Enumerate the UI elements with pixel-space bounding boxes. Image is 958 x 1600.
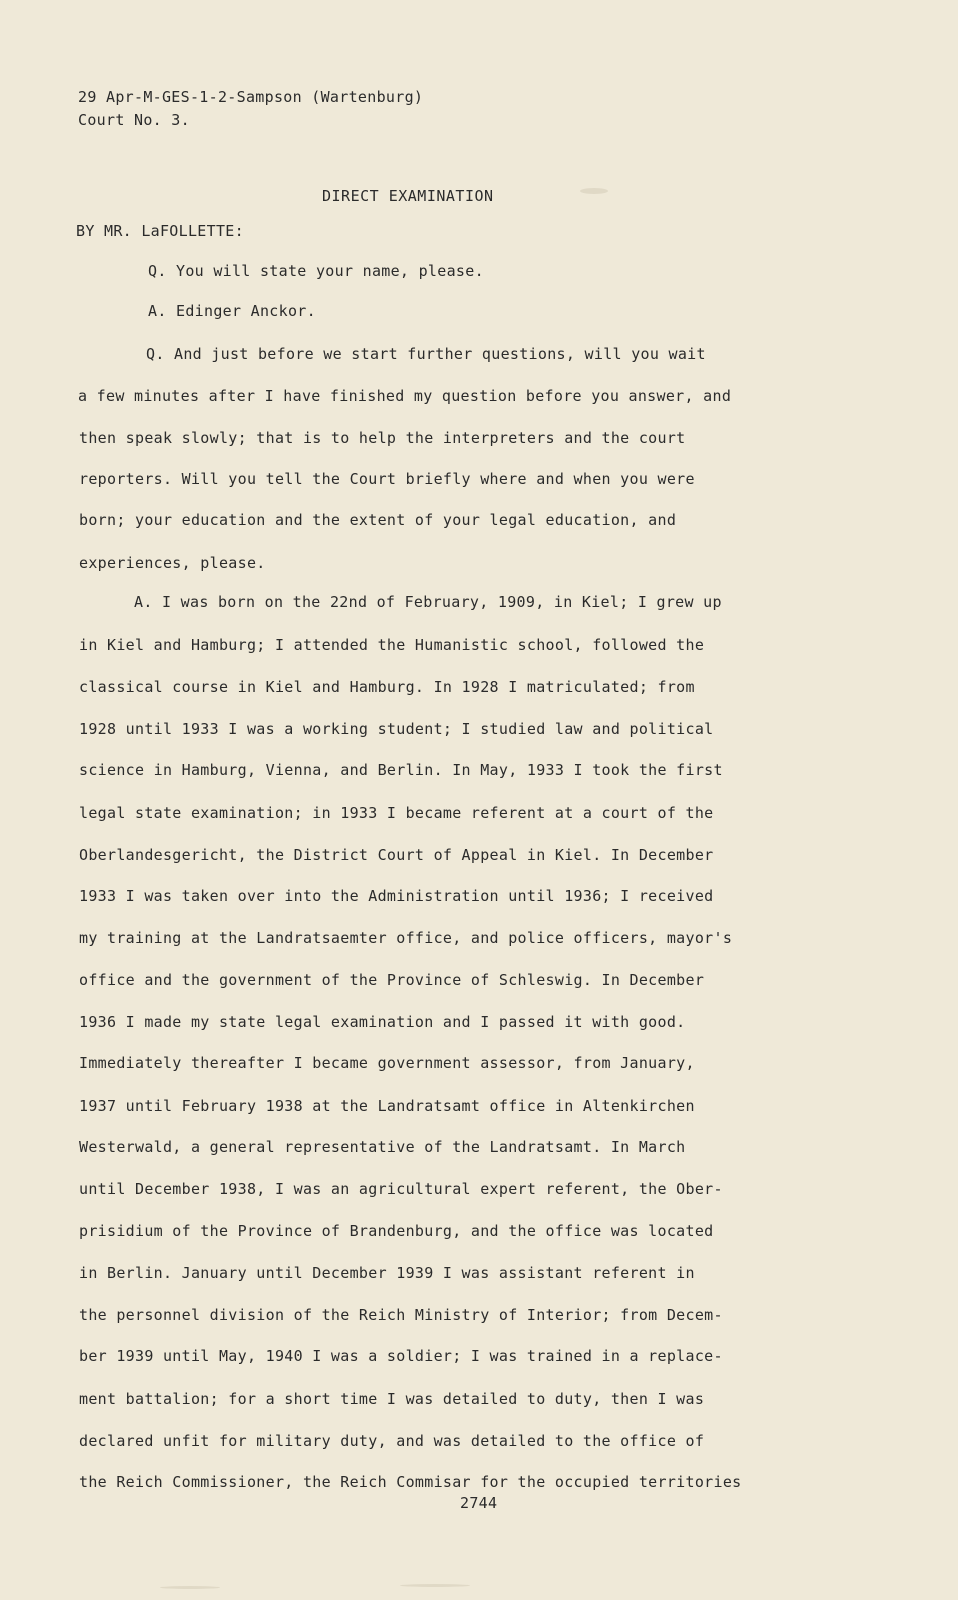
question-2-line: experiences, please. — [79, 554, 266, 572]
scan-smudge — [400, 1584, 470, 1587]
section-heading: DIRECT EXAMINATION — [322, 187, 494, 205]
answer-2-line: Immediately thereafter I became government assessor, from January, — [79, 1054, 695, 1072]
question-2-line: born; your education and the extent of your legal education, and — [79, 511, 677, 529]
examiner-line: BY MR. LaFOLLETTE: — [76, 222, 244, 240]
answer-2-line: office and the government of the Province of Schleswig. In December — [79, 971, 705, 989]
scan-smudge — [580, 188, 608, 194]
answer-2-line: ber 1939 until May, 1940 I was a soldier; I was trained in a replace- — [79, 1347, 723, 1365]
answer-2-line: classical course in Kiel and Hamburg. In 1928 I matriculated; from — [79, 678, 695, 696]
scan-smudge — [160, 1586, 220, 1589]
document-reference: 29 Apr-M-GES-1-2-Sampson (Wartenburg) — [78, 88, 424, 106]
answer-2-line: Oberlandesgericht, the District Court of Appeal in Kiel. In December — [79, 846, 714, 864]
answer-1: A. Edinger Anckor. — [148, 302, 316, 320]
answer-2-line: A. I was born on the 22nd of February, 1909, in Kiel; I grew up — [134, 593, 722, 611]
answer-2-line: in Berlin. January until December 1939 I was assistant referent in — [79, 1264, 695, 1282]
answer-2-line: ment battalion; for a short time I was detailed to duty, then I was — [79, 1390, 705, 1408]
answer-2-line: until December 1938, I was an agricultural expert referent, the Ober- — [79, 1180, 723, 1198]
question-2-line: then speak slowly; that is to help the interpreters and the court — [79, 429, 686, 447]
answer-2-line: the Reich Commissioner, the Reich Commisar for the occupied territories — [79, 1473, 742, 1491]
answer-2-line: 1937 until February 1938 at the Landratsamt office in Altenkirchen — [79, 1097, 695, 1115]
question-1: Q. You will state your name, please. — [148, 262, 484, 280]
page-number: 2744 — [460, 1494, 498, 1512]
answer-2-line: the personnel division of the Reich Ministry of Interior; from Decem- — [79, 1306, 723, 1324]
answer-2-line: 1933 I was taken over into the Administration until 1936; I received — [79, 887, 714, 905]
answer-2-line: 1928 until 1933 I was a working student; I studied law and political — [79, 720, 714, 738]
answer-2-line: science in Hamburg, Vienna, and Berlin. In May, 1933 I took the first — [79, 761, 723, 779]
answer-2-line: Westerwald, a general representative of the Landratsamt. In March — [79, 1138, 686, 1156]
court-number: Court No. 3. — [78, 111, 190, 129]
answer-2-line: 1936 I made my state legal examination and I passed it with good. — [79, 1013, 686, 1031]
answer-2-line: my training at the Landratsaemter office, and police officers, mayor's — [79, 929, 733, 947]
answer-2-line: prisidium of the Province of Brandenburg, and the office was located — [79, 1222, 714, 1240]
question-2-line: a few minutes after I have finished my question before you answer, and — [78, 387, 732, 405]
question-2-line: reporters. Will you tell the Court briefly where and when you were — [79, 470, 695, 488]
answer-2-line: legal state examination; in 1933 I became referent at a court of the — [79, 804, 714, 822]
answer-2-line: declared unfit for military duty, and was detailed to the office of — [79, 1432, 705, 1450]
question-2-line: Q. And just before we start further questions, will you wait — [146, 345, 706, 363]
answer-2-line: in Kiel and Hamburg; I attended the Humanistic school, followed the — [79, 636, 705, 654]
